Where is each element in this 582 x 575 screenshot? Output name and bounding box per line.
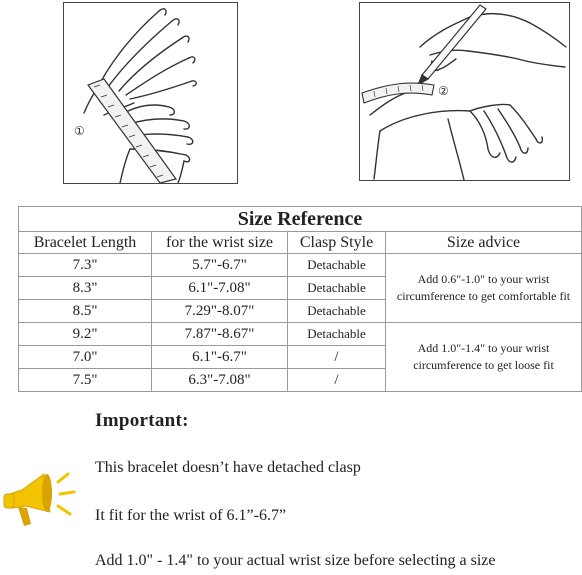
wrist-size-cell: 6.1"-7.08" — [152, 277, 288, 300]
bracelet-length-cell: 7.0" — [19, 346, 152, 369]
table-title: Size Reference — [19, 207, 582, 232]
column-header-wrist-size: for the wrist size — [152, 232, 288, 254]
hand-marking-tape-drawing — [360, 3, 569, 180]
wrist-measure-illustration-1 — [63, 2, 238, 184]
step-one-label: ① — [74, 124, 85, 138]
bracelet-length-cell: 8.5" — [19, 300, 152, 323]
bracelet-length-cell: 7.3" — [19, 254, 152, 277]
note-fit-wrist-range: It fit for the wrist of 6.1”-6.7” — [95, 507, 287, 524]
clasp-style-cell: Detachable — [288, 277, 386, 300]
bracelet-length-cell: 8.3" — [19, 277, 152, 300]
step-two-label: ② — [438, 84, 449, 98]
note-add-to-wrist-size: Add 1.0" - 1.4" to your actual wrist size before selecting a size — [95, 552, 496, 569]
megaphone-icon — [0, 468, 76, 534]
bracelet-length-cell: 7.5" — [19, 369, 152, 392]
table-row — [19, 323, 582, 346]
important-heading: Important: — [95, 410, 189, 431]
clasp-style-cell: Detachable — [288, 300, 386, 323]
column-header-size-advice: Size advice — [386, 232, 582, 254]
column-header-bracelet-length: Bracelet Length — [19, 232, 152, 254]
table-title-row — [19, 207, 582, 232]
advice-loose-fit: Add 1.0"-1.4" to your wrist circumference to get loose fit — [386, 323, 582, 392]
table-header-row — [19, 232, 582, 254]
wrist-size-cell: 7.87"-8.67" — [152, 323, 288, 346]
hand-with-tape-drawing — [64, 3, 237, 183]
clasp-style-cell: Detachable — [288, 254, 386, 277]
table-row — [19, 254, 582, 277]
clasp-style-cell: / — [288, 346, 386, 369]
wrist-size-cell: 6.1"-6.7" — [152, 346, 288, 369]
wrist-size-cell: 7.29"-8.07" — [152, 300, 288, 323]
bracelet-length-cell: 9.2" — [19, 323, 152, 346]
wrist-size-cell: 5.7"-6.7" — [152, 254, 288, 277]
note-no-detached-clasp: This bracelet doesn’t have detached clasp — [95, 459, 361, 476]
size-reference-table — [18, 206, 582, 392]
column-header-clasp-style: Clasp Style — [288, 232, 386, 254]
clasp-style-cell: / — [288, 369, 386, 392]
wrist-measure-illustration-2 — [359, 2, 570, 181]
clasp-style-cell: Detachable — [288, 323, 386, 346]
advice-comfortable-fit: Add 0.6"-1.0" to your wrist circumference to get comfortable fit — [386, 254, 582, 323]
wrist-size-cell: 6.3"-7.08" — [152, 369, 288, 392]
